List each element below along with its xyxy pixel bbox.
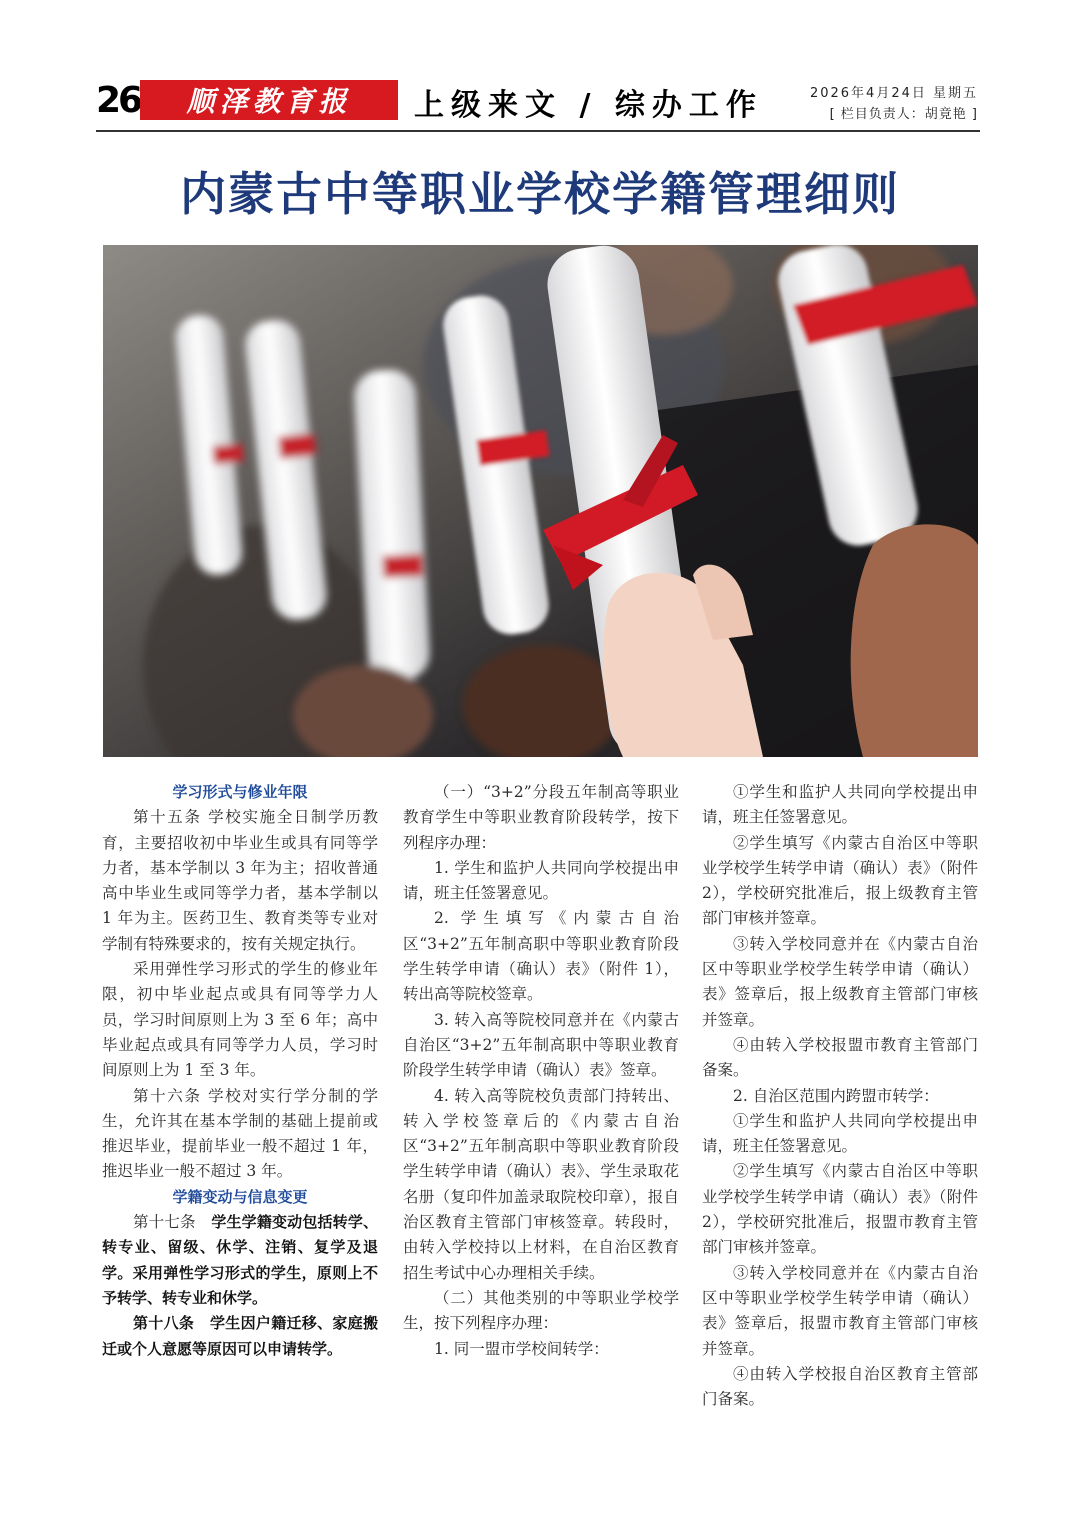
diplomas-photo — [103, 245, 978, 757]
paragraph: ④由转入学校报盟市教育主管部门备案。 — [702, 1035, 978, 1080]
issue-date: 2026年4月24日 星期五 — [809, 86, 978, 101]
paragraph-article-18 — [102, 1311, 378, 1362]
paragraph: 采用弹性学习形式的学生的修业年限，初中毕业起点或具有同等学力人员，学习时间原则上为 3 至 6 年；高中毕业起点或具有同等学力人员，学习时间原则上为 1 至 3 年。 — [102, 960, 378, 1080]
newspaper-logo: 顺泽教育报 — [140, 80, 398, 120]
article-column-2 — [403, 780, 679, 1362]
paragraph: 第十五条 学校实施全日制学历教育，主要招收初中毕业生或具有同等学力者，基本学制以 3 年为主；招收普通高中毕业生或同等学力者，基本学制以 1 年为主。医药卫生、教育类等专业对学制有特殊要求的，按有关规定执行。 — [102, 808, 378, 953]
paragraph: （二）其他类别的中等职业学校学生，按下列程序办理： — [403, 1288, 679, 1333]
bold-text: 学生因户籍迁移、家庭搬迁或个人意愿等原因可以申请转学。 — [102, 1314, 378, 1358]
paragraph: ④由转入学校报自治区教育主管部门备案。 — [702, 1364, 978, 1409]
article-number: 第十八条 — [133, 1314, 195, 1333]
masthead — [96, 78, 980, 134]
article-column-1 — [102, 780, 378, 1362]
column-editor: [ 栏目负责人：胡竟艳 ] — [829, 107, 978, 122]
section-heading-study-form: 学习形式与修业年限 — [172, 783, 308, 801]
article-column-3 — [702, 780, 978, 1412]
section-title: 上级来文 / 综办工作 — [414, 88, 763, 123]
paragraph: 2. 自治区范围内跨盟市转学： — [733, 1086, 939, 1105]
paragraph: 3. 转入高等院校同意并在《内蒙古自治区“3+2”五年制高职中等职业教育阶段学生转学申请（确认）表》签章。 — [403, 1010, 679, 1080]
paragraph: 第十六条 学校对实行学分制的学生，允许其在基本学制的基础上提前或推迟毕业，提前毕业一般不超过 1 年，推迟毕业一般不超过 3 年。 — [102, 1086, 378, 1181]
paragraph-article-17 — [102, 1210, 378, 1311]
paragraph: 1. 同一盟市学校间转学： — [434, 1339, 609, 1358]
paragraph: ③转入学校同意并在《内蒙古自治区中等职业学校学生转学申请（确认）表》签章后，报盟市教育主管部门审核并签章。 — [702, 1263, 978, 1358]
article-number: 第十七条 — [133, 1213, 196, 1232]
paragraph: 4. 转入高等院校负责部门持转出、转入学校签章后的《内蒙古自治区“3+2”五年制高职中等职业教育阶段学生转学申请（确认）表》、学生录取花名册（复印件加盖录取院校印章），报自治区教育主管部门审核签章。转段时，由转入学校持以上材料，在自治区教育招生考试中心办理相关手续。 — [403, 1086, 679, 1282]
paragraph: （一）“3+2”分段五年制高等职业教育学生中等职业教育阶段转学，按下列程序办理： — [403, 783, 679, 852]
paragraph: ②学生填写《内蒙古自治区中等职业学校学生转学申请（确认）表》（附件 2），学校研究批准后，报盟市教育主管部门审核并签章。 — [702, 1162, 978, 1257]
paragraph: ③转入学校同意并在《内蒙古自治区中等职业学校学生转学申请（确认）表》签章后，报上级教育主管部门审核并签章。 — [702, 934, 978, 1029]
article-headline: 内蒙古中等职业学校学籍管理细则 — [180, 167, 900, 221]
paragraph: ①学生和监护人共同向学校提出申请，班主任签署意见。 — [702, 1111, 978, 1156]
paragraph: 1. 学生和监护人共同向学校提出申请，班主任签署意见。 — [403, 858, 679, 903]
section-heading-status-change: 学籍变动与信息变更 — [172, 1187, 308, 1206]
paragraph: 2. 学生填写《内蒙古自治区“3+2”五年制高职中等职业教育阶段学生转学申请（确认）表》（附件 1），转出高等院校签章。 — [403, 909, 679, 1004]
header-divider — [96, 130, 980, 132]
page-number: 26 — [96, 80, 141, 121]
paragraph: ①学生和监护人共同向学校提出申请，班主任签署意见。 — [702, 783, 978, 827]
bold-text: 学生学籍变动包括转学、转专业、留级、休学、注销、复学及退学。采用弹性学习形式的学生，原则上不予转学、转专业和休学。 — [102, 1213, 378, 1307]
paragraph: ②学生填写《内蒙古自治区中等职业学校学生转学申请（确认）表》（附件 2），学校研究批准后，报上级教育主管部门审核并签章。 — [702, 833, 978, 928]
